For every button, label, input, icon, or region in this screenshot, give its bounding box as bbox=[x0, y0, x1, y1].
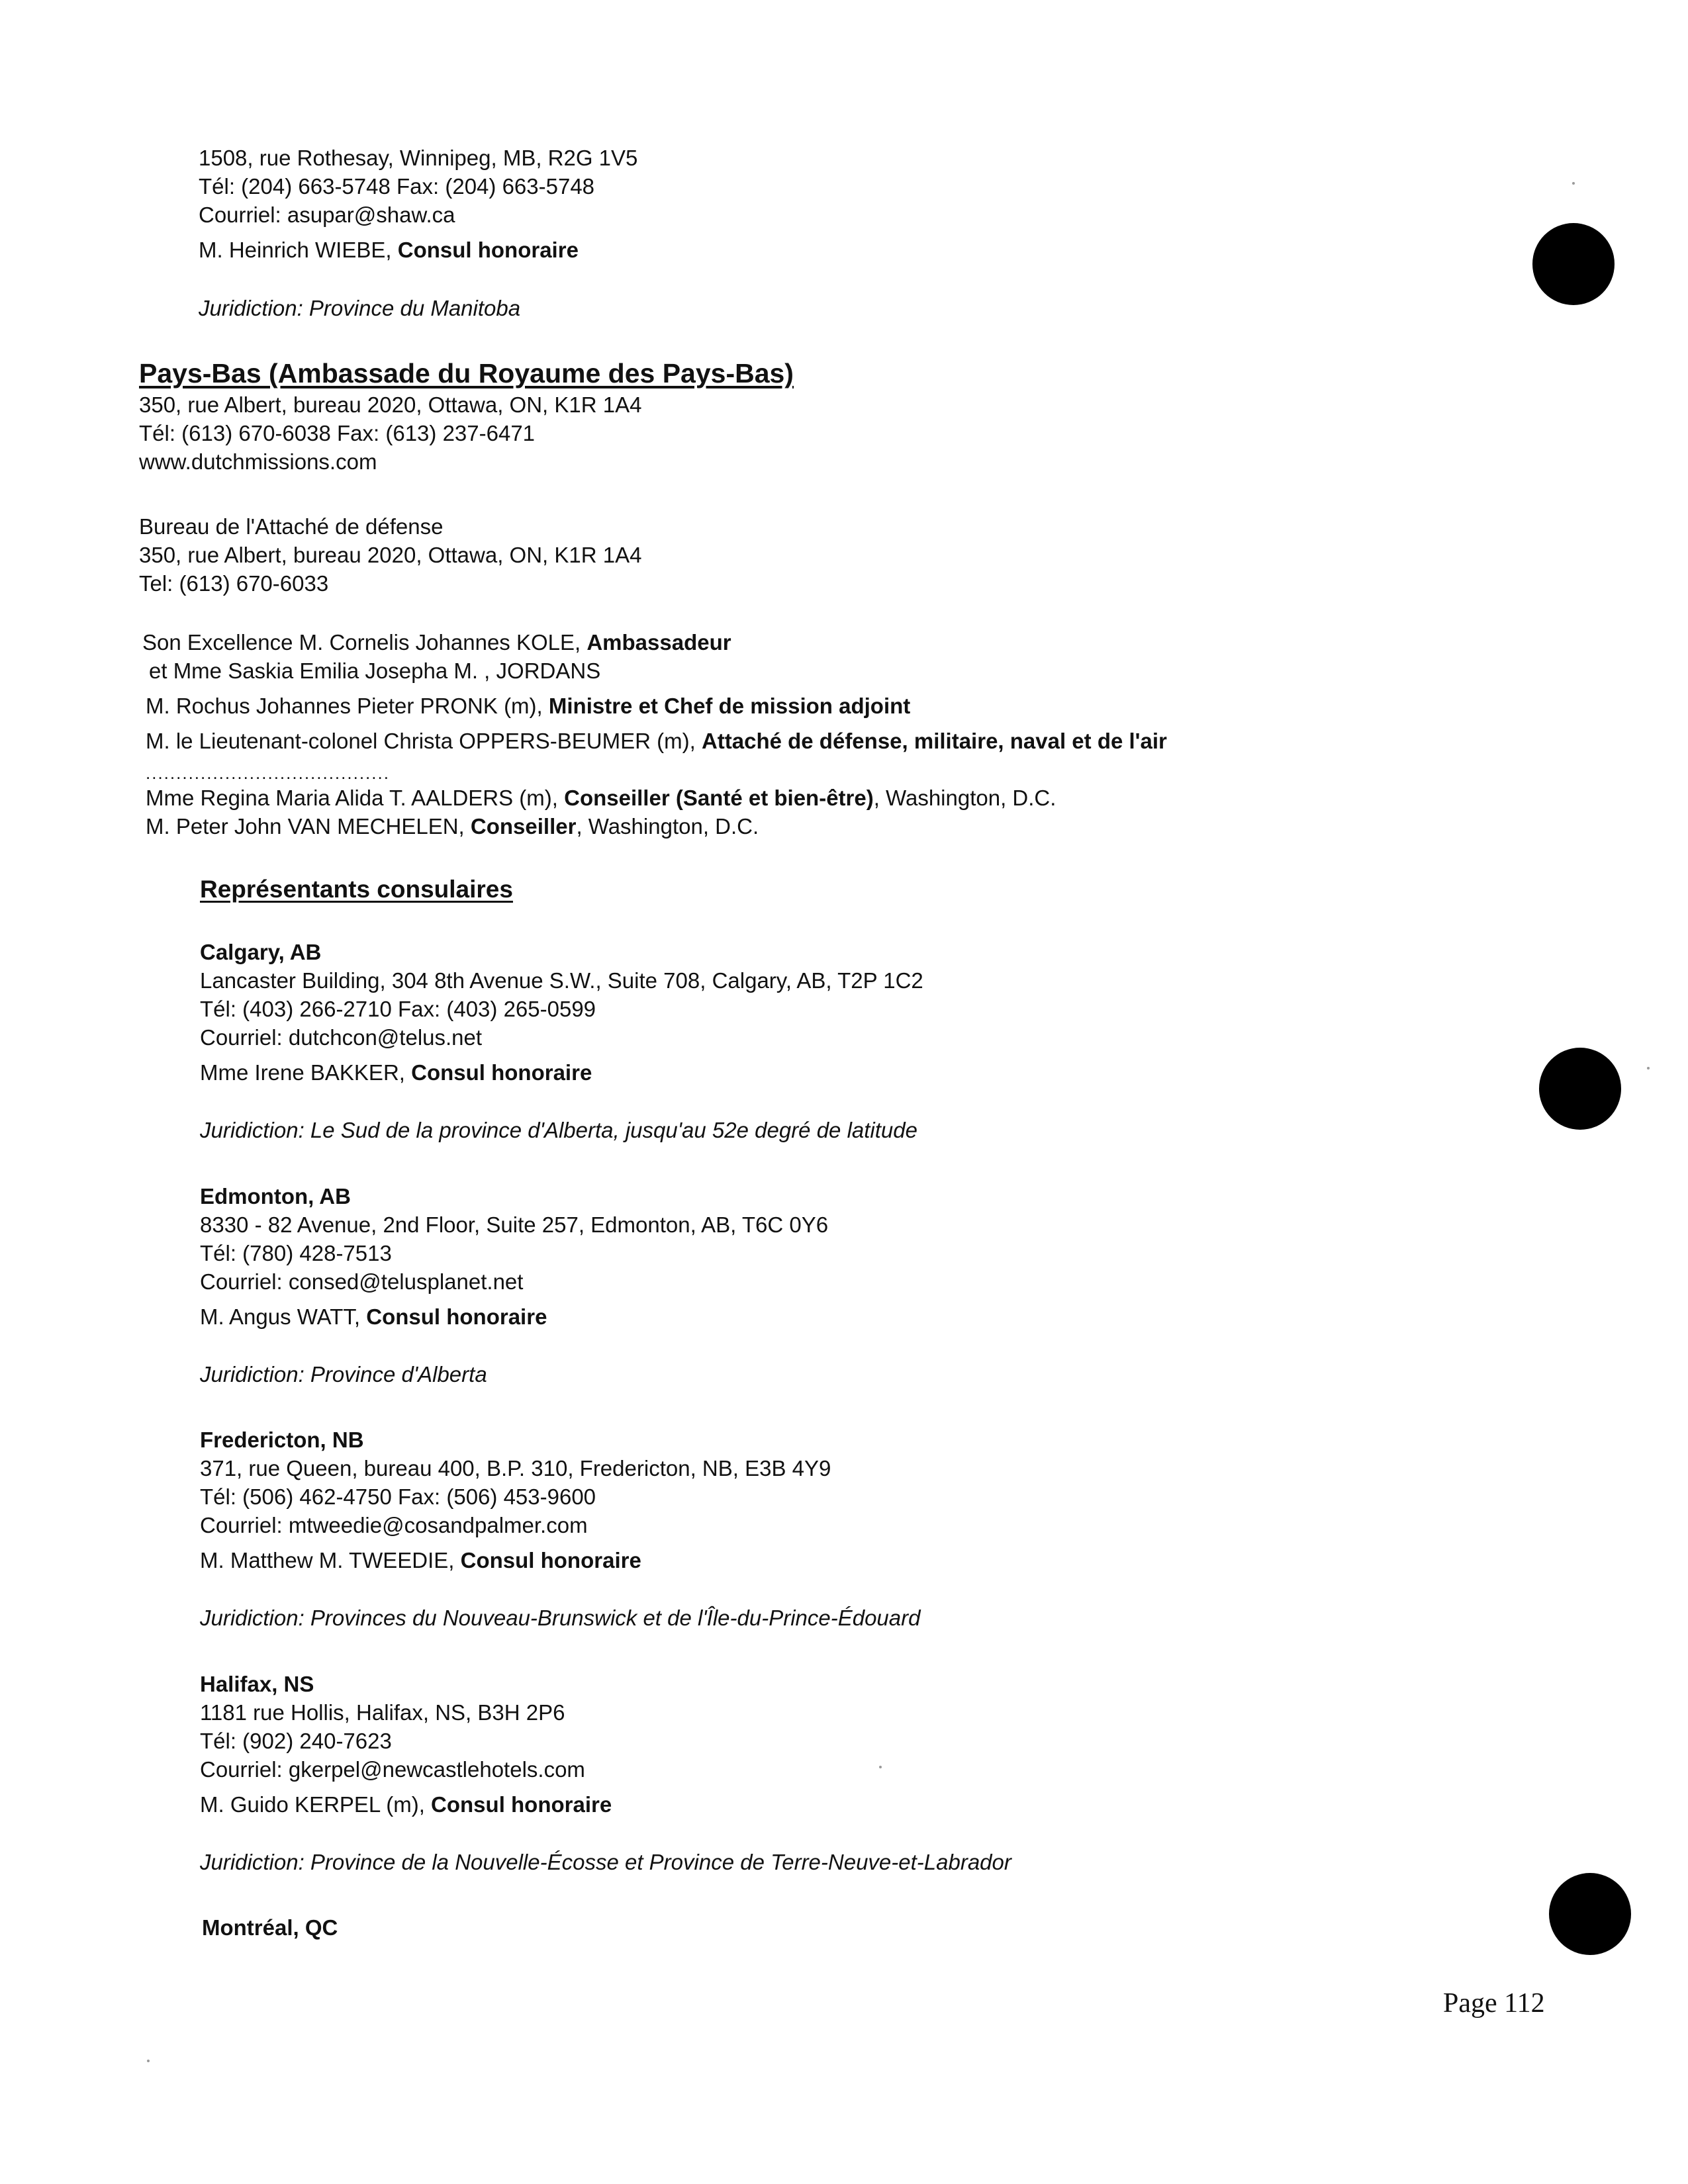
address: 1508, rue Rothesay, Winnipeg, MB, R2G 1V5 bbox=[199, 146, 638, 170]
defense-office-block bbox=[139, 513, 1688, 598]
separator-dots: ........................................ bbox=[146, 762, 390, 783]
consular-heading-block bbox=[200, 874, 1688, 905]
city-heading: Edmonton, AB bbox=[200, 1184, 351, 1208]
staff-entry bbox=[142, 629, 1688, 657]
defense-office-name: Bureau de l'Attaché de défense bbox=[139, 514, 444, 539]
staff-title: Ambassadeur bbox=[586, 630, 731, 655]
consulate-fredericton bbox=[200, 1426, 1688, 1633]
consulate-edmonton bbox=[200, 1183, 1688, 1389]
address: 371, rue Queen, bureau 400, B.P. 310, Fredericton, NB, E3B 4Y9 bbox=[200, 1455, 831, 1480]
consulate-montreal bbox=[202, 1914, 1688, 1942]
city-heading: Fredericton, NB bbox=[200, 1428, 364, 1452]
consul-entry bbox=[200, 1547, 1688, 1575]
email: Courriel: mtweedie@cosandpalmer.com bbox=[200, 1512, 588, 1537]
address: 8330 - 82 Avenue, 2nd Floor, Suite 257, Edmonton, AB, T6C 0Y6 bbox=[200, 1212, 829, 1237]
scan-speck bbox=[879, 1766, 882, 1768]
jurisdiction: Juridiction: Province de la Nouvelle-Écosse et Province de Terre-Neuve-et-Labrador bbox=[200, 1850, 1011, 1875]
staff-entry bbox=[142, 784, 1688, 813]
address: 1181 rue Hollis, Halifax, NS, B3H 2P6 bbox=[200, 1700, 565, 1725]
email: Courriel: gkerpel@newcastlehotels.com bbox=[200, 1756, 585, 1782]
phone-fax: Tél: (204) 663-5748 Fax: (204) 663-5748 bbox=[199, 173, 595, 199]
punch-hole bbox=[1532, 223, 1615, 305]
person-title: Consul honoraire bbox=[460, 1547, 641, 1572]
jurisdiction: Juridiction: Provinces du Nouveau-Brunswick et de l'Île-du-Prince-Édouard bbox=[200, 1606, 921, 1631]
email: Courriel: dutchcon@telus.net bbox=[200, 1024, 483, 1050]
phone-fax: Tél: (403) 266-2710 Fax: (403) 265-0599 bbox=[200, 996, 596, 1021]
phone: Tél: (902) 240-7623 bbox=[200, 1728, 392, 1753]
scan-speck bbox=[1647, 1067, 1650, 1069]
staff-location: , Washington, D.C. bbox=[873, 786, 1056, 811]
embassy-address: 350, rue Albert, bureau 2020, Ottawa, ON, K1R 1A4 bbox=[139, 392, 642, 418]
punch-hole bbox=[1539, 1048, 1621, 1130]
consular-heading: Représentants consulaires bbox=[200, 876, 513, 903]
staff-name: M. Peter John VAN MECHELEN, bbox=[146, 814, 471, 839]
person-name: M. Matthew M. TWEEDIE, bbox=[200, 1547, 461, 1572]
person-name: M. Angus WATT, bbox=[200, 1304, 367, 1329]
address: Lancaster Building, 304 8th Avenue S.W., Suite 708, Calgary, AB, T2P 1C2 bbox=[200, 968, 923, 993]
consulate-calgary bbox=[200, 938, 1688, 1145]
staff-entry bbox=[142, 813, 1688, 841]
embassy-block bbox=[139, 356, 1688, 477]
consul-entry bbox=[199, 236, 1688, 265]
person-title: Consul honoraire bbox=[431, 1792, 612, 1817]
punch-hole bbox=[1549, 1873, 1631, 1955]
jurisdiction: Juridiction: Province du Manitoba bbox=[199, 295, 521, 320]
staff-name: Mme Regina Maria Alida T. AALDERS (m), bbox=[146, 786, 565, 811]
consul-entry bbox=[200, 1303, 1688, 1332]
person-name: Mme Irene BAKKER, bbox=[200, 1060, 412, 1085]
phone: Tél: (780) 428-7513 bbox=[200, 1240, 392, 1265]
phone-fax: Tél: (506) 462-4750 Fax: (506) 453-9600 bbox=[200, 1484, 596, 1509]
staff-entry bbox=[142, 692, 1688, 721]
person-name: M. Heinrich WIEBE, bbox=[199, 237, 398, 262]
staff-title: Conseiller (Santé et bien-être) bbox=[564, 786, 874, 811]
staff-title: Ministre et Chef de mission adjoint bbox=[548, 693, 911, 718]
person-name: M. Guido KERPEL (m), bbox=[200, 1792, 432, 1817]
person-title: Consul honoraire bbox=[411, 1060, 592, 1085]
consul-entry bbox=[200, 1059, 1688, 1087]
staff-spouse: et Mme Saskia Emilia Josepha M. , JORDANS bbox=[149, 658, 601, 683]
city-heading: Halifax, NS bbox=[200, 1672, 314, 1696]
consulate-halifax bbox=[200, 1670, 1688, 1877]
embassy-website: www.dutchmissions.com bbox=[139, 449, 377, 475]
winnipeg-consulate-block bbox=[199, 144, 1688, 322]
staff-name: M. Rochus Johannes Pieter PRONK (m), bbox=[146, 693, 549, 718]
staff-title: Conseiller bbox=[470, 814, 577, 839]
city-heading: Montréal, QC bbox=[202, 1915, 338, 1940]
person-title: Consul honoraire bbox=[366, 1304, 547, 1329]
page-number: Page 112 bbox=[1443, 1988, 1545, 2019]
embassy-heading: Pays-Bas (Ambassade du Royaume des Pays-Bas) bbox=[139, 358, 794, 388]
staff-name: Son Excellence M. Cornelis Johannes KOLE, bbox=[142, 630, 587, 655]
jurisdiction: Juridiction: Le Sud de la province d'Alberta, jusqu'au 52e degré de latitude bbox=[200, 1118, 917, 1143]
email: Courriel: consed@telusplanet.net bbox=[200, 1269, 524, 1294]
city-heading: Calgary, AB bbox=[200, 940, 322, 964]
email: Courriel: asupar@shaw.ca bbox=[199, 202, 455, 227]
staff-entry bbox=[142, 727, 1688, 756]
person-title: Consul honoraire bbox=[397, 237, 579, 262]
scan-speck bbox=[1572, 182, 1575, 185]
consul-entry bbox=[200, 1791, 1688, 1819]
defense-office-address: 350, rue Albert, bureau 2020, Ottawa, ON, K1R 1A4 bbox=[139, 542, 642, 567]
staff-name: M. le Lieutenant-colonel Christa OPPERS-BEUMER (m), bbox=[146, 728, 702, 753]
defense-office-phone: Tel: (613) 670-6033 bbox=[139, 570, 329, 596]
embassy-phone-fax: Tél: (613) 670-6038 Fax: (613) 237-6471 bbox=[139, 421, 536, 446]
staff-location: , Washington, D.C. bbox=[576, 814, 759, 839]
embassy-staff-list bbox=[142, 629, 1688, 841]
scan-speck bbox=[147, 2060, 150, 2062]
jurisdiction: Juridiction: Province d'Alberta bbox=[200, 1362, 487, 1387]
staff-title: Attaché de défense, militaire, naval et de l'air bbox=[701, 728, 1167, 753]
